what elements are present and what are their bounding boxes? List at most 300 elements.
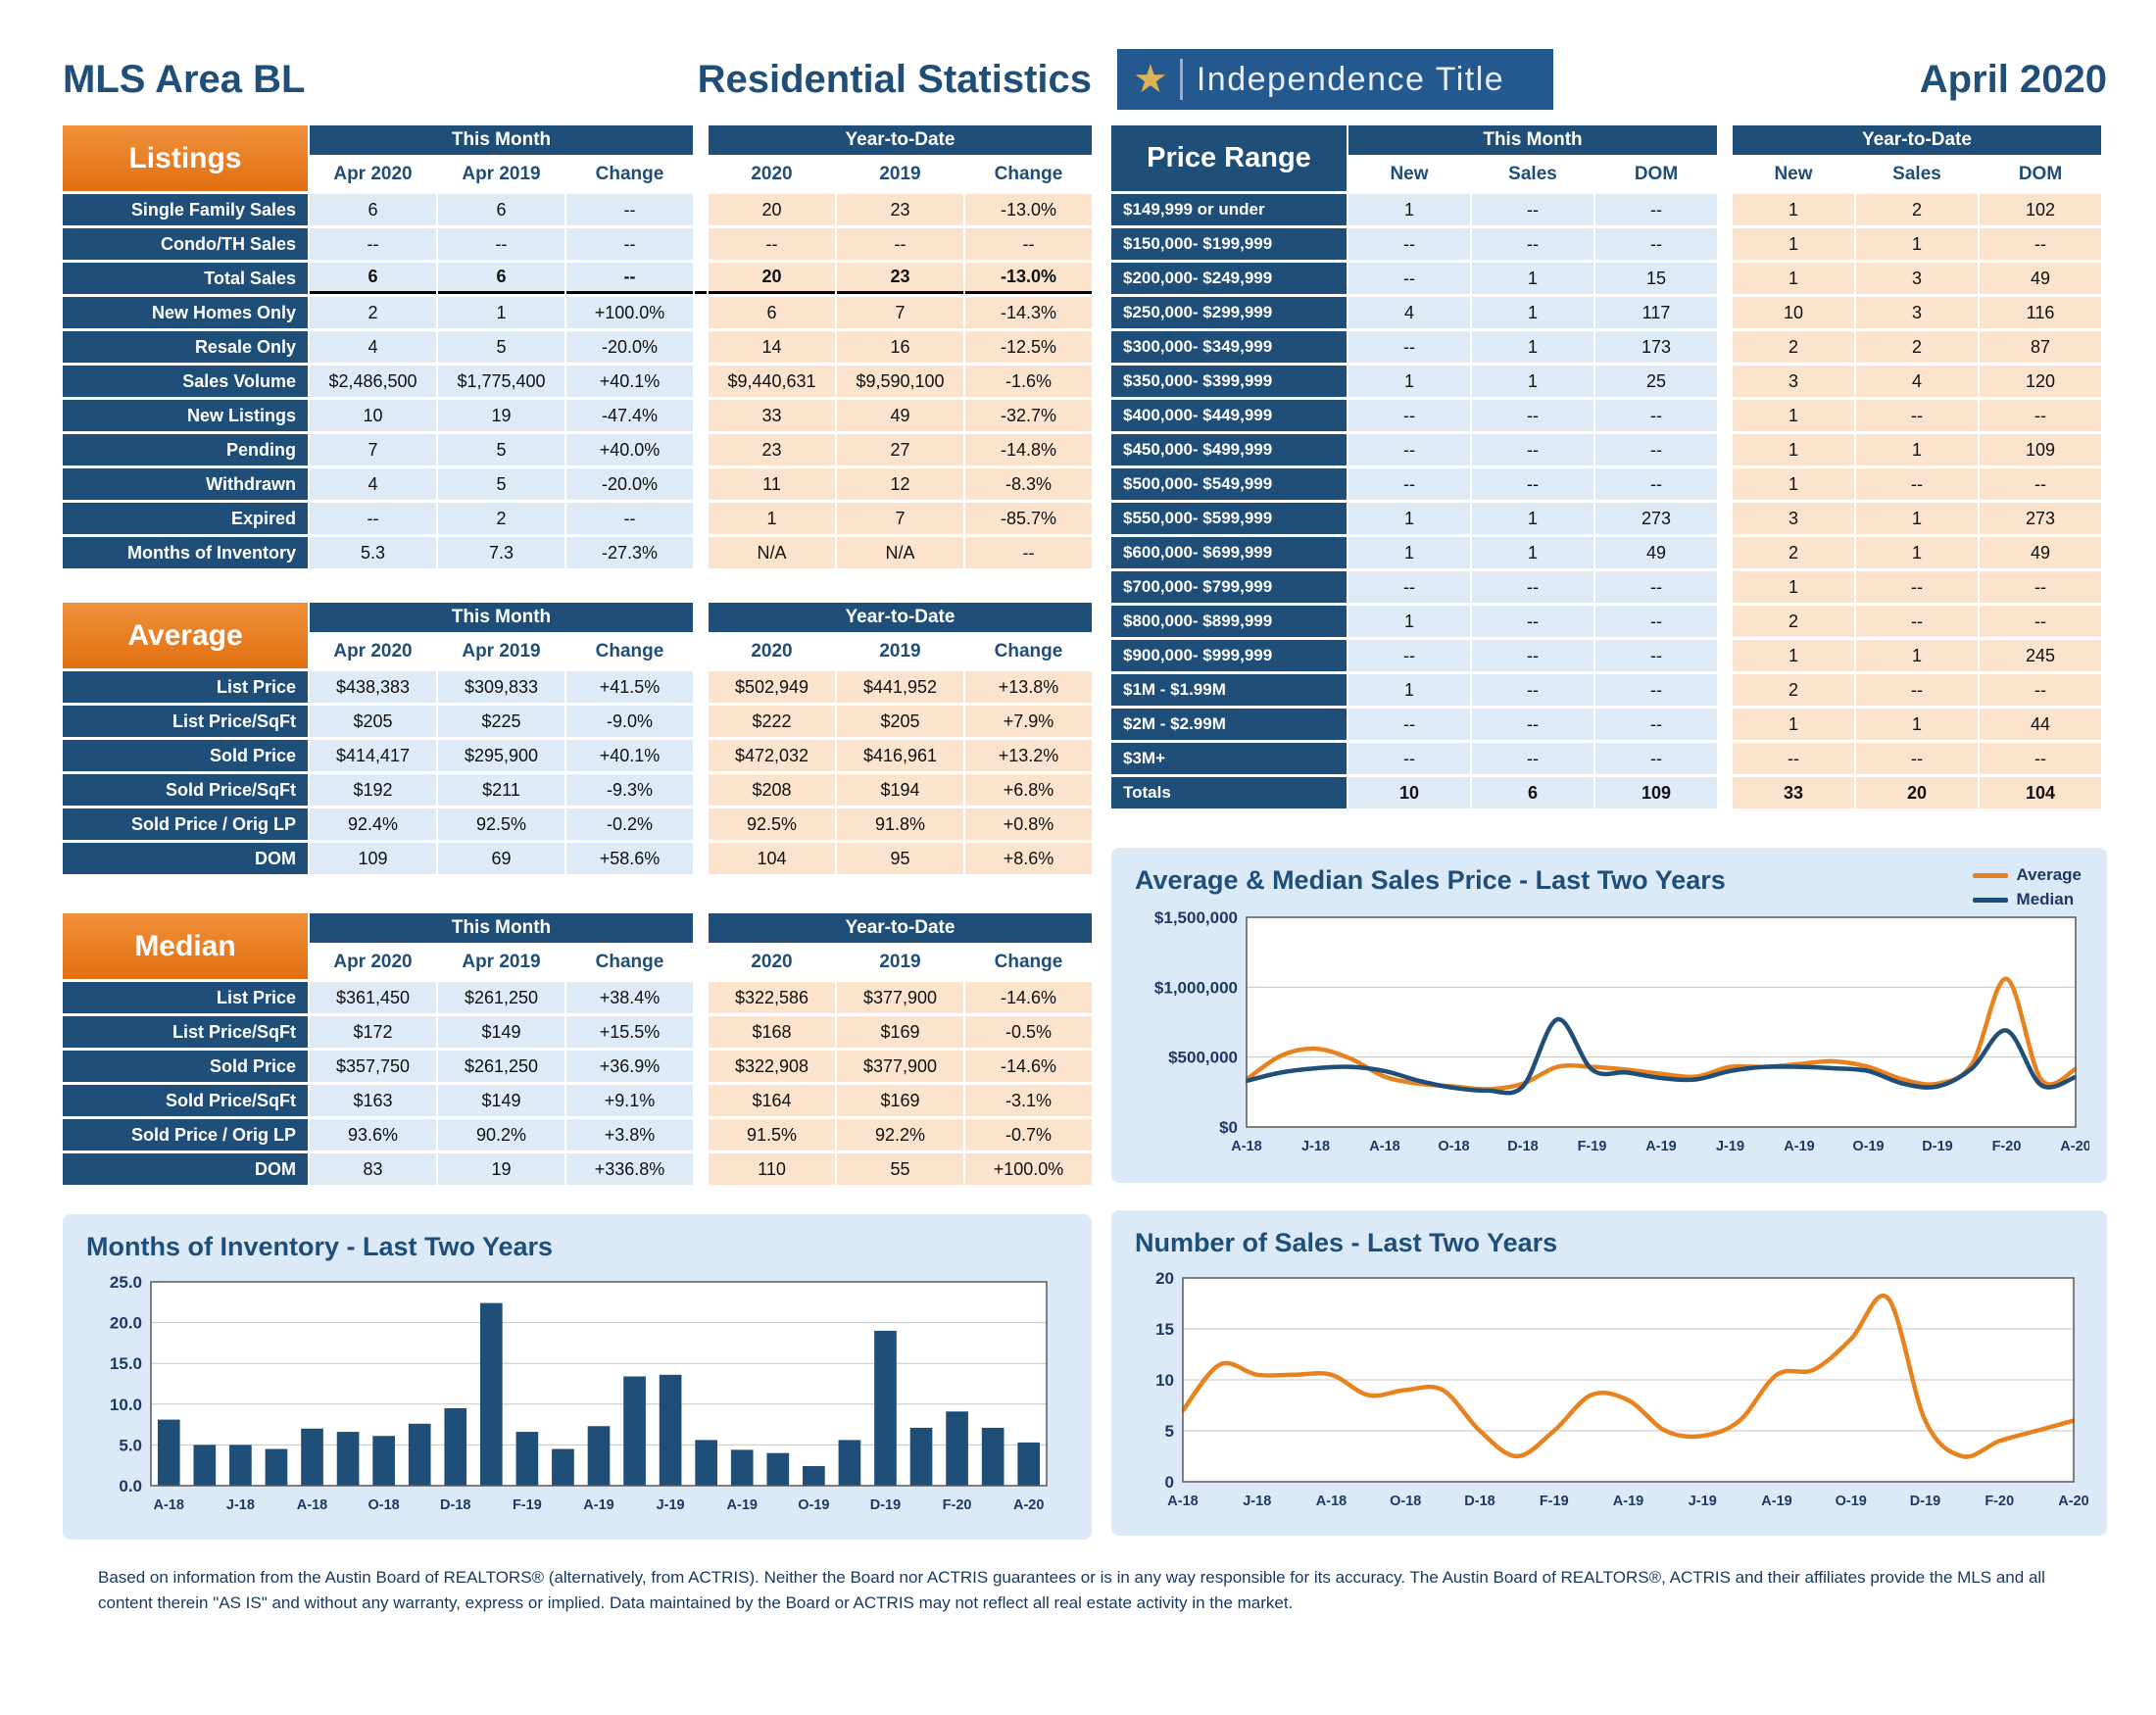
value-cell: +0.8% xyxy=(965,808,1092,840)
group-gap xyxy=(695,740,707,771)
column-header: Change xyxy=(965,635,1092,668)
value-cell: 1 xyxy=(1472,297,1593,328)
svg-text:0.0: 0.0 xyxy=(119,1477,142,1495)
column-header: Apr 2020 xyxy=(310,946,436,979)
median-line-swatch xyxy=(1973,898,2008,903)
row-label: $1M - $1.99M xyxy=(1111,674,1347,706)
value-cell: -32.7% xyxy=(965,400,1092,431)
svg-text:5: 5 xyxy=(1164,1422,1174,1441)
value-cell: 2 xyxy=(1856,194,1978,225)
value-cell: -14.3% xyxy=(965,297,1092,328)
svg-text:D-18: D-18 xyxy=(1464,1494,1495,1509)
row-label: Months of Inventory xyxy=(63,537,308,568)
value-cell: -- xyxy=(310,503,436,534)
svg-text:A-18: A-18 xyxy=(1369,1139,1400,1154)
inventory-chart-title: Months of Inventory - Last Two Years xyxy=(86,1232,554,1261)
value-cell: 1 xyxy=(1856,434,1978,466)
row-label: $350,000- $399,999 xyxy=(1111,366,1347,397)
value-cell: -- xyxy=(1595,228,1717,260)
svg-text:D-18: D-18 xyxy=(1507,1139,1539,1154)
value-cell: 49 xyxy=(837,400,963,431)
value-cell: 95 xyxy=(837,843,963,874)
svg-text:A-20: A-20 xyxy=(2060,1139,2089,1154)
svg-text:D-18: D-18 xyxy=(440,1497,471,1513)
row-label: Pending xyxy=(63,434,308,466)
svg-text:15: 15 xyxy=(1155,1320,1174,1339)
legend-item-average xyxy=(1973,865,2082,885)
value-cell: -- xyxy=(310,228,436,260)
value-cell: 14 xyxy=(709,331,835,363)
row-label: List Price/SqFt xyxy=(63,706,308,737)
value-cell: 49 xyxy=(1980,537,2101,568)
group-header-this-month: This Month xyxy=(310,603,693,632)
group-gap xyxy=(1719,263,1731,294)
average-line-swatch xyxy=(1973,873,2008,878)
group-header-year-to-date: Year-to-Date xyxy=(709,125,1092,155)
star-icon: ★ xyxy=(1133,58,1168,101)
value-cell: +13.8% xyxy=(965,671,1092,703)
value-cell: 92.5% xyxy=(709,808,835,840)
column-header: Apr 2019 xyxy=(438,946,564,979)
value-cell: -- xyxy=(1980,228,2101,260)
value-cell: -- xyxy=(1348,468,1470,500)
svg-text:25.0: 25.0 xyxy=(109,1273,142,1292)
value-cell: -- xyxy=(1472,743,1593,774)
value-cell: $377,900 xyxy=(837,982,963,1013)
value-cell: 6 xyxy=(310,263,436,294)
value-cell: +15.5% xyxy=(566,1016,693,1048)
group-gap xyxy=(695,774,707,806)
value-cell: -- xyxy=(1348,263,1470,294)
value-cell: -27.3% xyxy=(566,537,693,568)
value-cell: 69 xyxy=(438,843,564,874)
value-cell: -- xyxy=(1980,571,2101,603)
value-cell: 11 xyxy=(709,468,835,500)
value-cell: +7.9% xyxy=(965,706,1092,737)
value-cell: $222 xyxy=(709,706,835,737)
group-gap xyxy=(695,1119,707,1151)
value-cell: -- xyxy=(1980,606,2101,637)
row-label: Sold Price xyxy=(63,740,308,771)
value-cell: -- xyxy=(1595,571,1717,603)
value-cell: 2 xyxy=(1856,331,1978,363)
value-cell: 1 xyxy=(1348,366,1470,397)
group-gap xyxy=(695,194,707,225)
value-cell: -- xyxy=(1856,674,1978,706)
column-header: DOM xyxy=(1595,158,1717,191)
value-cell: +40.1% xyxy=(566,366,693,397)
value-cell: 5 xyxy=(438,468,564,500)
svg-text:$0: $0 xyxy=(1219,1118,1238,1137)
column-header: Apr 2019 xyxy=(438,158,564,191)
svg-text:F-19: F-19 xyxy=(1539,1494,1569,1509)
value-cell: 12 xyxy=(837,468,963,500)
column-header: 2020 xyxy=(709,946,835,979)
value-cell: 92.5% xyxy=(438,808,564,840)
group-gap xyxy=(695,331,707,363)
row-label: Withdrawn xyxy=(63,468,308,500)
value-cell: 1 xyxy=(1733,434,1854,466)
value-cell: 1 xyxy=(1733,468,1854,500)
svg-text:0: 0 xyxy=(1164,1473,1174,1492)
value-cell: 1 xyxy=(1856,503,1978,534)
svg-text:15.0: 15.0 xyxy=(109,1354,142,1374)
value-cell: -12.5% xyxy=(965,331,1092,363)
svg-text:10.0: 10.0 xyxy=(109,1395,142,1414)
report-header xyxy=(63,49,2107,110)
logo-divider xyxy=(1180,59,1183,100)
svg-text:A-19: A-19 xyxy=(1645,1139,1677,1154)
svg-text:$1,000,000: $1,000,000 xyxy=(1153,978,1238,998)
value-cell: $211 xyxy=(438,774,564,806)
value-cell: -- xyxy=(1856,468,1978,500)
row-label: New Homes Only xyxy=(63,297,308,328)
row-label: Sold Price / Orig LP xyxy=(63,808,308,840)
svg-text:A-20: A-20 xyxy=(2058,1494,2089,1509)
row-label: $3M+ xyxy=(1111,743,1347,774)
value-cell: 19 xyxy=(438,400,564,431)
value-cell: 20 xyxy=(709,263,835,294)
value-cell: $357,750 xyxy=(310,1051,436,1082)
column-header: 2020 xyxy=(709,158,835,191)
value-cell: -0.5% xyxy=(965,1016,1092,1048)
row-label: $900,000- $999,999 xyxy=(1111,640,1347,671)
value-cell: 91.8% xyxy=(837,808,963,840)
row-label: $300,000- $349,999 xyxy=(1111,331,1347,363)
right-column xyxy=(1111,125,2107,1540)
svg-text:F-20: F-20 xyxy=(1984,1494,2015,1509)
group-gap xyxy=(695,400,707,431)
value-cell: -- xyxy=(566,194,693,225)
group-header-this-month: This Month xyxy=(310,913,693,943)
row-label: Sold Price/SqFt xyxy=(63,1085,308,1116)
value-cell: +41.5% xyxy=(566,671,693,703)
group-gap xyxy=(1719,743,1731,774)
price-chart-title: Average & Median Sales Price - Last Two Years xyxy=(1135,865,1726,895)
value-cell: -20.0% xyxy=(566,331,693,363)
value-cell: N/A xyxy=(709,537,835,568)
value-cell: -- xyxy=(1348,400,1470,431)
value-cell: -0.7% xyxy=(965,1119,1092,1151)
value-cell: 23 xyxy=(837,263,963,294)
independence-title-logo xyxy=(1117,49,1553,110)
value-cell: -- xyxy=(1980,674,2101,706)
svg-text:5.0: 5.0 xyxy=(119,1436,142,1455)
svg-text:J-18: J-18 xyxy=(1300,1139,1331,1154)
value-cell: 3 xyxy=(1733,503,1854,534)
price-chart-panel xyxy=(1111,848,2107,1183)
column-header: 2019 xyxy=(837,635,963,668)
value-cell: 1 xyxy=(1733,571,1854,603)
value-cell: -- xyxy=(965,537,1092,568)
value-cell: $416,961 xyxy=(837,740,963,771)
value-cell: +13.2% xyxy=(965,740,1092,771)
svg-text:O-19: O-19 xyxy=(1835,1494,1867,1509)
value-cell: 33 xyxy=(709,400,835,431)
value-cell: 1 xyxy=(1733,709,1854,740)
value-cell: -9.0% xyxy=(566,706,693,737)
row-label: Sales Volume xyxy=(63,366,308,397)
value-cell: -0.2% xyxy=(566,808,693,840)
row-label: Total Sales xyxy=(63,263,308,294)
value-cell: -- xyxy=(1595,468,1717,500)
group-gap xyxy=(695,537,707,568)
group-gap xyxy=(1719,606,1731,637)
value-cell: $1,775,400 xyxy=(438,366,564,397)
value-cell: 49 xyxy=(1595,537,1717,568)
row-label: $500,000- $549,999 xyxy=(1111,468,1347,500)
value-cell: $414,417 xyxy=(310,740,436,771)
value-cell: 104 xyxy=(1980,777,2101,808)
value-cell: -- xyxy=(1980,400,2101,431)
value-cell: 1 xyxy=(1733,400,1854,431)
svg-text:A-18: A-18 xyxy=(1231,1139,1262,1154)
value-cell: -- xyxy=(1472,434,1593,466)
value-cell: 1 xyxy=(1472,503,1593,534)
value-cell: -- xyxy=(1348,640,1470,671)
group-gap xyxy=(695,434,707,466)
svg-text:A-19: A-19 xyxy=(726,1497,758,1513)
value-cell: -- xyxy=(1595,640,1717,671)
group-gap xyxy=(695,263,707,294)
median-section-label: Median xyxy=(63,913,308,979)
value-cell: -- xyxy=(566,263,693,294)
row-label: List Price xyxy=(63,982,308,1013)
value-cell: 109 xyxy=(310,843,436,874)
value-cell: -47.4% xyxy=(566,400,693,431)
value-cell: -- xyxy=(1348,571,1470,603)
value-cell: 23 xyxy=(837,194,963,225)
group-header-this-month: This Month xyxy=(310,125,693,155)
column-header: Change xyxy=(566,946,693,979)
value-cell: 83 xyxy=(310,1153,436,1185)
svg-text:O-19: O-19 xyxy=(798,1497,830,1513)
report-page xyxy=(0,49,2156,1715)
value-cell: 1 xyxy=(1856,537,1978,568)
value-cell: 2 xyxy=(438,503,564,534)
svg-text:A-19: A-19 xyxy=(1612,1494,1644,1509)
group-gap xyxy=(1719,640,1731,671)
value-cell: -- xyxy=(1348,434,1470,466)
value-cell: 3 xyxy=(1856,297,1978,328)
value-cell: 4 xyxy=(310,331,436,363)
value-cell: -- xyxy=(709,228,835,260)
value-cell: -- xyxy=(1472,674,1593,706)
group-header-year-to-date: Year-to-Date xyxy=(709,913,1092,943)
listings-table xyxy=(63,125,1092,568)
value-cell: +100.0% xyxy=(965,1153,1092,1185)
value-cell: 1 xyxy=(1348,674,1470,706)
value-cell: -- xyxy=(837,228,963,260)
value-cell: 6 xyxy=(310,194,436,225)
value-cell: 55 xyxy=(837,1153,963,1185)
value-cell: 5 xyxy=(438,331,564,363)
value-cell: -- xyxy=(1472,400,1593,431)
value-cell: 49 xyxy=(1980,263,2101,294)
svg-text:$500,000: $500,000 xyxy=(1168,1048,1238,1067)
group-gap xyxy=(1719,537,1731,568)
row-label: $400,000- $449,999 xyxy=(1111,400,1347,431)
value-cell: -- xyxy=(1856,400,1978,431)
group-gap xyxy=(1719,297,1731,328)
value-cell: 4 xyxy=(1856,366,1978,397)
value-cell: -- xyxy=(1856,743,1978,774)
value-cell: 16 xyxy=(837,331,963,363)
value-cell: +38.4% xyxy=(566,982,693,1013)
value-cell: 4 xyxy=(1348,297,1470,328)
group-gap xyxy=(1719,434,1731,466)
svg-text:O-18: O-18 xyxy=(1438,1139,1470,1154)
value-cell: $194 xyxy=(837,774,963,806)
value-cell: -- xyxy=(1595,194,1717,225)
value-cell: 4 xyxy=(310,468,436,500)
value-cell: -- xyxy=(1472,606,1593,637)
row-label: Resale Only xyxy=(63,331,308,363)
value-cell: $168 xyxy=(709,1016,835,1048)
value-cell: -- xyxy=(566,228,693,260)
value-cell: 15 xyxy=(1595,263,1717,294)
value-cell: 1 xyxy=(1472,263,1593,294)
value-cell: 3 xyxy=(1733,366,1854,397)
value-cell: 92.2% xyxy=(837,1119,963,1151)
value-cell: -- xyxy=(1472,709,1593,740)
value-cell: $472,032 xyxy=(709,740,835,771)
value-cell: $322,908 xyxy=(709,1051,835,1082)
group-gap xyxy=(1719,468,1731,500)
svg-text:F-20: F-20 xyxy=(1991,1139,2022,1154)
value-cell: -- xyxy=(965,228,1092,260)
svg-text:20: 20 xyxy=(1155,1269,1174,1288)
svg-text:J-18: J-18 xyxy=(1243,1494,1272,1509)
value-cell: -- xyxy=(1472,228,1593,260)
svg-text:J-19: J-19 xyxy=(1715,1139,1745,1154)
row-label: Sold Price / Orig LP xyxy=(63,1119,308,1151)
group-gap xyxy=(1719,571,1731,603)
svg-text:F-20: F-20 xyxy=(942,1497,972,1513)
group-header-this-month: This Month xyxy=(1348,125,1717,155)
sales-line-chart xyxy=(1129,1268,2089,1521)
value-cell: $169 xyxy=(837,1016,963,1048)
svg-text:F-19: F-19 xyxy=(1577,1139,1607,1154)
row-label: List Price xyxy=(63,671,308,703)
value-cell: $438,383 xyxy=(310,671,436,703)
column-header: Change xyxy=(566,158,693,191)
value-cell: -14.8% xyxy=(965,434,1092,466)
left-column xyxy=(63,125,1092,1540)
value-cell: -- xyxy=(438,228,564,260)
value-cell: 20 xyxy=(1856,777,1978,808)
legend-average-label: Average xyxy=(2016,865,2082,884)
value-cell: -- xyxy=(1472,640,1593,671)
value-cell: -20.0% xyxy=(566,468,693,500)
value-cell: -- xyxy=(1348,709,1470,740)
value-cell: $322,586 xyxy=(709,982,835,1013)
value-cell: $2,486,500 xyxy=(310,366,436,397)
value-cell: $163 xyxy=(310,1085,436,1116)
value-cell: 6 xyxy=(438,263,564,294)
average-section-label: Average xyxy=(63,603,308,668)
value-cell: -- xyxy=(1472,194,1593,225)
value-cell: -- xyxy=(1595,743,1717,774)
value-cell: N/A xyxy=(837,537,963,568)
row-label: New Listings xyxy=(63,400,308,431)
column-header: DOM xyxy=(1980,158,2101,191)
row-label: $550,000- $599,999 xyxy=(1111,503,1347,534)
value-cell: 1 xyxy=(1348,503,1470,534)
inventory-chart-panel xyxy=(63,1214,1092,1540)
value-cell: $9,590,100 xyxy=(837,366,963,397)
value-cell: 1 xyxy=(1472,537,1593,568)
sales-chart-panel xyxy=(1111,1210,2107,1536)
value-cell: $261,250 xyxy=(438,982,564,1013)
row-label: $149,999 or under xyxy=(1111,194,1347,225)
value-cell: 1 xyxy=(1733,640,1854,671)
value-cell: 33 xyxy=(1733,777,1854,808)
svg-text:A-18: A-18 xyxy=(153,1497,184,1513)
column-header: New xyxy=(1733,158,1854,191)
svg-text:F-19: F-19 xyxy=(512,1497,542,1513)
value-cell: 1 xyxy=(1348,537,1470,568)
svg-text:J-18: J-18 xyxy=(225,1497,255,1513)
svg-text:A-18: A-18 xyxy=(1315,1494,1348,1509)
value-cell: -13.0% xyxy=(965,263,1092,294)
value-cell: 5.3 xyxy=(310,537,436,568)
value-cell: 173 xyxy=(1595,331,1717,363)
row-label: Condo/TH Sales xyxy=(63,228,308,260)
group-gap xyxy=(695,1016,707,1048)
group-gap xyxy=(695,228,707,260)
svg-text:A-19: A-19 xyxy=(1761,1494,1792,1509)
group-gap xyxy=(695,503,707,534)
value-cell: 3 xyxy=(1856,263,1978,294)
value-cell: 20 xyxy=(709,194,835,225)
value-cell: 109 xyxy=(1980,434,2101,466)
value-cell: 7 xyxy=(310,434,436,466)
group-gap xyxy=(695,366,707,397)
value-cell: -1.6% xyxy=(965,366,1092,397)
value-cell: +336.8% xyxy=(566,1153,693,1185)
value-cell: -13.0% xyxy=(965,194,1092,225)
value-cell: $295,900 xyxy=(438,740,564,771)
group-gap xyxy=(695,1085,707,1116)
column-header: Change xyxy=(965,946,1092,979)
row-label: Single Family Sales xyxy=(63,194,308,225)
group-header-year-to-date: Year-to-Date xyxy=(1733,125,2101,155)
value-cell: -- xyxy=(1348,331,1470,363)
svg-text:J-19: J-19 xyxy=(656,1497,685,1513)
column-header: New xyxy=(1348,158,1470,191)
row-label: $200,000- $249,999 xyxy=(1111,263,1347,294)
value-cell: 7 xyxy=(837,503,963,534)
value-cell: 1 xyxy=(1348,194,1470,225)
value-cell: -- xyxy=(1595,606,1717,637)
value-cell: $169 xyxy=(837,1085,963,1116)
value-cell: +3.8% xyxy=(566,1119,693,1151)
group-gap xyxy=(1719,709,1731,740)
value-cell: 19 xyxy=(438,1153,564,1185)
svg-text:A-19: A-19 xyxy=(583,1497,614,1513)
average-table xyxy=(63,603,1092,874)
value-cell: -- xyxy=(1980,743,2101,774)
value-cell: 110 xyxy=(709,1153,835,1185)
row-label: Sold Price/SqFt xyxy=(63,774,308,806)
row-label: $700,000- $799,999 xyxy=(1111,571,1347,603)
value-cell: -3.1% xyxy=(965,1085,1092,1116)
value-cell: +6.8% xyxy=(965,774,1092,806)
group-header-year-to-date: Year-to-Date xyxy=(709,603,1092,632)
group-gap xyxy=(695,1153,707,1185)
group-gap xyxy=(695,297,707,328)
